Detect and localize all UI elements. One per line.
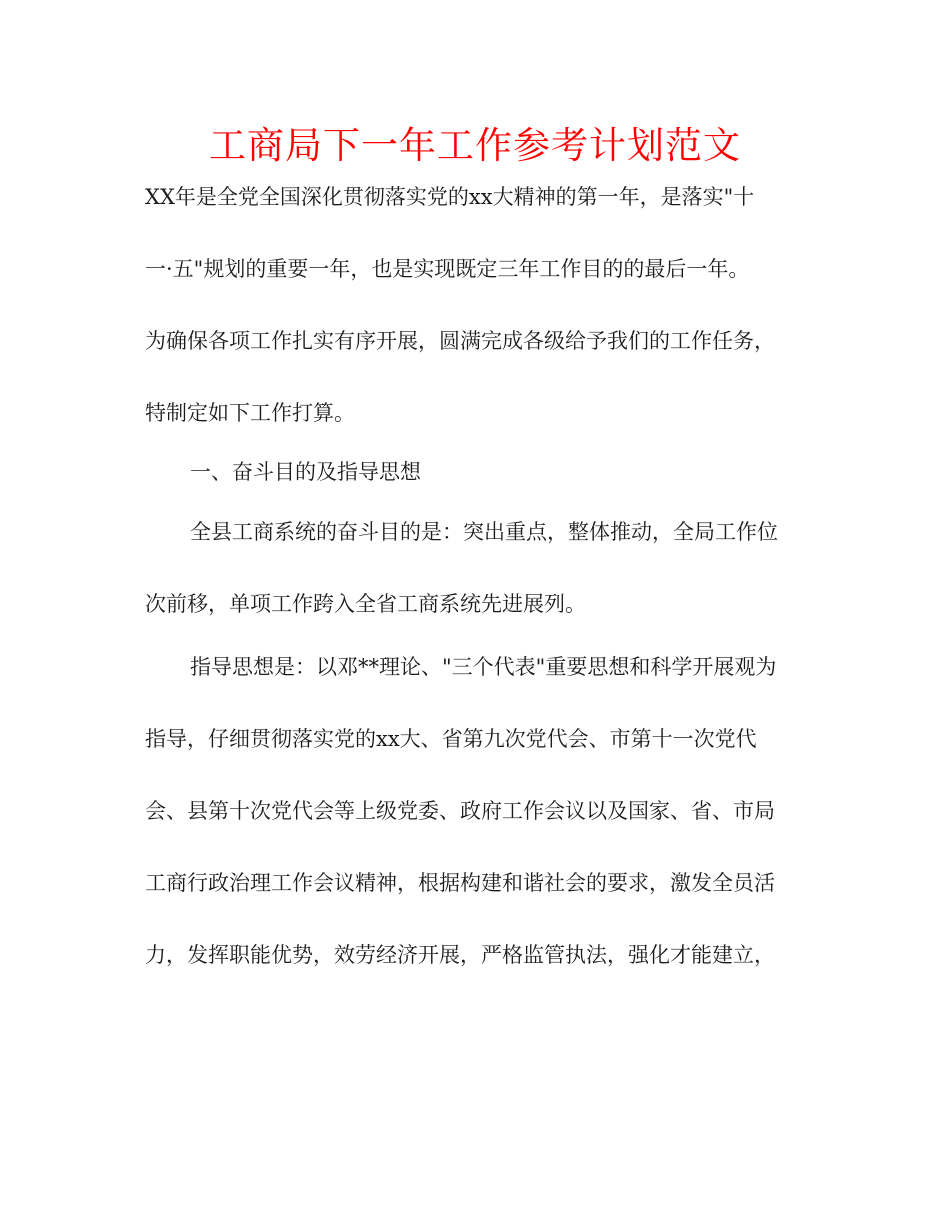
body-line-4: 特制定如下工作打算。: [145, 401, 355, 425]
body-line-9: 指导，仔细贯彻落实党的xx大、省第九次党代会、市第十一次党代: [145, 727, 757, 751]
body-line-2: 一·五"规划的重要一年，也是实现既定三年工作目的的最后一年。: [145, 257, 750, 281]
document-title: 工商局下一年工作参考计划范文: [209, 124, 741, 167]
body-line-7: 次前移，单项工作跨入全省工商系统先进展列。: [145, 592, 586, 616]
body-line-1: XX年是全党全国深化贯彻落实党的xx大精神的第一年，是落实"十: [145, 185, 755, 209]
body-line-8: 指导思想是：以邓**理论、"三个代表"重要思想和科学开展观为: [190, 655, 777, 679]
body-line-6: 全县工商系统的奋斗目的是：突出重点，整体推动，全局工作位: [190, 520, 778, 544]
body-line-10: 会、县第十次党代会等上级党委、政府工作会议以及国家、省、市局: [145, 799, 775, 823]
body-line-3: 为确保各项工作扎实有序开展，圆满完成各级给予我们的工作任务，: [145, 329, 775, 353]
body-line-11: 工商行政治理工作会议精神，根据构建和谐社会的要求，激发全员活: [145, 871, 775, 895]
section-heading: 一、奋斗目的及指导思想: [190, 460, 421, 484]
body-line-12: 力，发挥职能优势，效劳经济开展，严格监管执法，强化才能建立，: [145, 943, 775, 967]
